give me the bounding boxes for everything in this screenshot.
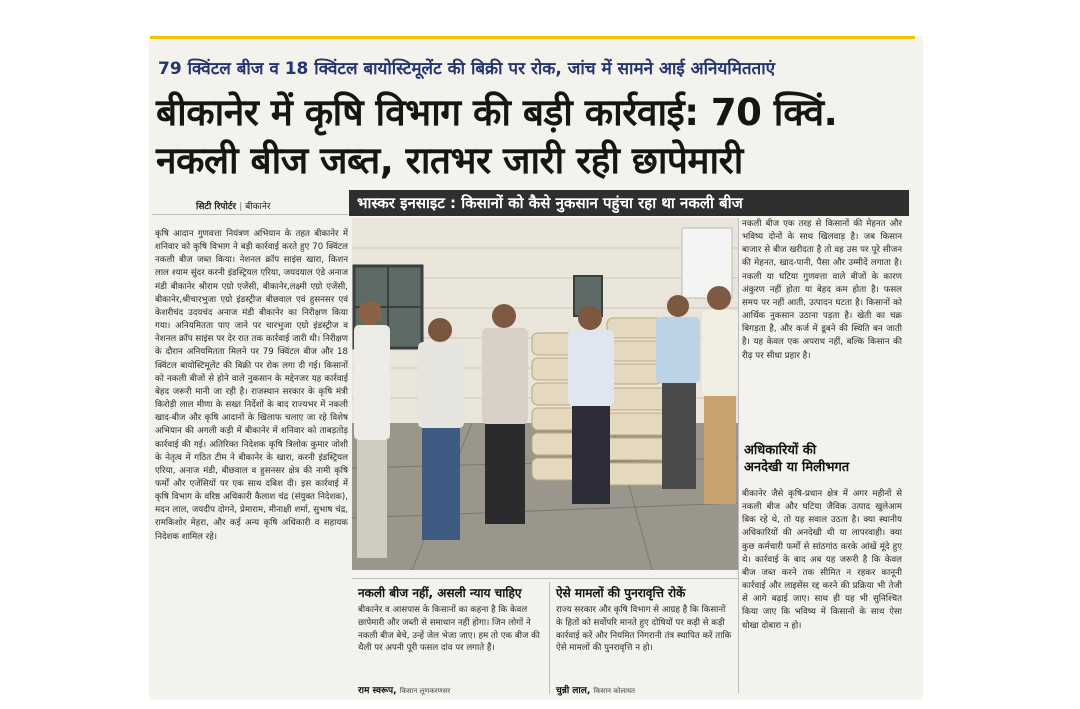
quotes-divider xyxy=(549,582,550,694)
column-divider xyxy=(738,218,739,693)
quote1-role: किसान लूणकरणसर xyxy=(399,687,451,695)
byline-rule xyxy=(152,214,348,215)
quote2-signature xyxy=(556,683,635,696)
officials-subhead-line2: अनदेखी या मिलीभगत xyxy=(744,460,850,475)
officials-subhead-line1: अधिकारियों की xyxy=(744,443,817,458)
quote2-role: किसान कोलायत xyxy=(593,687,636,695)
quote1-signature xyxy=(358,683,450,696)
raid-photo xyxy=(352,218,738,570)
byline xyxy=(196,199,271,212)
headline-line-2: नकली बीज जब्त, रातभर जारी रही छापेमारी xyxy=(156,139,743,182)
quote1-heading: नकली बीज नहीं, असली न्याय चाहिए xyxy=(358,586,522,600)
byline-separator: | xyxy=(239,202,246,212)
insight-text: नकली बीज एक तरह से किसानों की मेहनत और भविष्य दोनों के साथ खिलवाड़ है। जब किसान बाजार से बीज खरीदता है तो वह उस पर पूरे सीजन की मेहनत, खाद-पानी, पैसा और उम्मीदें लगाता है। नकली या घटिया गुणवत्ता वाले बीजों के कारण अंकुरण नहीं होता या बेहद कम होता है। फसल समय पर नहीं आती, उत्पादन घटता है। किसानों को आर्थिक नुकसान उठाना पड़ता है। खेती का चक्र बिगड़ता है, और कर्ज में डूबने की स्थिति बन जाती है। यह केवल एक अपराध नहीं, बल्कि किसान की रीढ़ पर सीधा प्रहार है। xyxy=(742,219,902,361)
quote2-heading: ऐसे मामलों की पुनरावृत्ति रोकें xyxy=(556,586,686,600)
quotes-rule xyxy=(352,578,738,579)
headline-line-1: बीकानेर में कृषि विभाग की बड़ी कार्रवाई: 70 क्विं. xyxy=(156,91,838,134)
byline-place: बीकानेर xyxy=(245,202,271,212)
photo-illustration xyxy=(352,218,738,570)
quote1-name: राम स्वरूप, xyxy=(358,686,397,696)
top-accent-line xyxy=(150,36,915,39)
kicker: 79 क्विंटल बीज व 18 क्विंटल बायोस्टिमूलेंट की बिक्री पर रोक, जांच में सामने आई अनियमितताएं xyxy=(158,59,776,79)
officials-text: बीकानेर जैसे कृषि-प्रधान क्षेत्र में अगर महीनों से नकली बीज और घटिया जैविक उत्पाद खुलेआम बिक रहे थे, तो यह सवाल उठता है। क्या स्थानीय अधिकारियों की अनदेखी थी या लापरवाही। क्या कुछ कर्मचारी फर्मों से सांठगांठ करके आंखें मूंदे हुए थे। कार्रवाई के बाद अब यह जरूरी है कि केवल बीज जब्त करने तक सीमित न रहकर कानूनी कार्रवाई और लाइसेंस रद्द करने की प्रक्रिया भी तेजी से आगे बढ़ाई जाए। साथ ही यह भी सुनिश्चित किया जाए कि भविष्य में किसानों के साथ ऐसा धोखा दोबारा न हो। xyxy=(742,489,902,631)
quote1-text: बीकानेर व आसपास के किसानों का कहना है कि केवल छापेमारी और जब्ती से समाधान नहीं होगा। जिन लोगों ने नकली बीज बेचे, उन्हें जेल भेजा जाए। हम तो एक बीज की थैली पर अपनी पूरी फसल दांव पर लगाते हैं। xyxy=(358,605,540,654)
officials-subhead xyxy=(744,442,849,476)
quote2-text: राज्य सरकार और कृषि विभाग से आग्रह है कि किसानों के हितों को सर्वोपरि मानते हुए दोषियों पर कड़ी से कड़ी कार्रवाई करें और नियमित निगरानी तंत्र स्थापित करें ताकि ऐसे मामलों की पुनरावृत्ति न हो। xyxy=(556,605,732,654)
quote2-name: चुन्नी लाल, xyxy=(556,686,591,696)
main-story: कृषि आदान गुणवत्ता नियंत्रण अभियान के तहत बीकानेर में शनिवार को कृषि विभाग ने बड़ी कार्रवाई करते हुए 70 क्विंटल नकली बीज जब्त किया। नेशनल क्रॉप साइंस खारा, किशन लाल श्याम सुंदर करनी इंडस्ट्रियल एरिया, जयदयाल एंडे अनाज मंडी बीकानेर श्रीराम एग्रो एजेंसी, बीकानेर,लक्ष्मी एग्रो एजेंसी, बीकानेर,श्रीचारभुजा एग्रो इंडस्ट्रीज बीछवाल एवं हुसनसर एवं केशरीचंद उदयचंद अनाज मंडी बीकानेर का निरीक्षण किया गया। अनियमितता पाए जाने पर चारभुजा एग्रो इंडस्ट्रीज व नेशनल क्रॉप साइंस पर देर रात तक कार्रवाई जारी थी। निरीक्षण के दौरान अनियमितता मिलने पर 79 क्विंटल बीज और 18 क्विंटल बायोस्टिमूलेंट की बिक्री पर रोक लगा दी गई। किसानों को नकली बीजों से होने वाले नुकसान के मद्देनजर यह कार्रवाई बेहद जरूरी मानी जा रही है। राजस्थान सरकार के कृषि मंत्री किरोड़ी लाल मीणा के सख्त निर्देशों के बाद राज्यभर में नकली खाद-बीज और कृषि आदानों के खिलाफ चलाए जा रहे विशेष अभियान की अगली कड़ी में बीकानेर में शनिवार को ताबड़तोड़ कार्रवाई की गई। अतिरिक्त निदेशक कृषि त्रिलोक कुमार जोशी के नेतृत्व में गठित टीम ने बीकानेर के खारा, करनी इंडस्ट्रियल एरिया, अनाज मंडी, बीछवाल व हुसनसर क्षेत्र की नामी कृषि फर्मों और एजेंसियों पर एक साथ दबिश दी। इस कार्रवाई में कृषि विभाग के वरिष्ठ अधिकारी कैलाश चंद्र (संयुक्त निदेशक), मदन लाल, जयदीप दोगने, प्रेमाराम, मीनाक्षी शर्मा, सुभाष चंद्र, रामकिशोर मेहरा, और कई अन्य कृषि अधिकारी व सहायक निदेशक शामिल रहे। xyxy=(155,229,348,542)
byline-name: सिटी रिपोर्टर xyxy=(196,202,237,212)
insight-banner: भास्कर इनसाइट : किसानों को कैसे नुकसान पहुंचा रहा था नकली बीज xyxy=(349,190,909,216)
